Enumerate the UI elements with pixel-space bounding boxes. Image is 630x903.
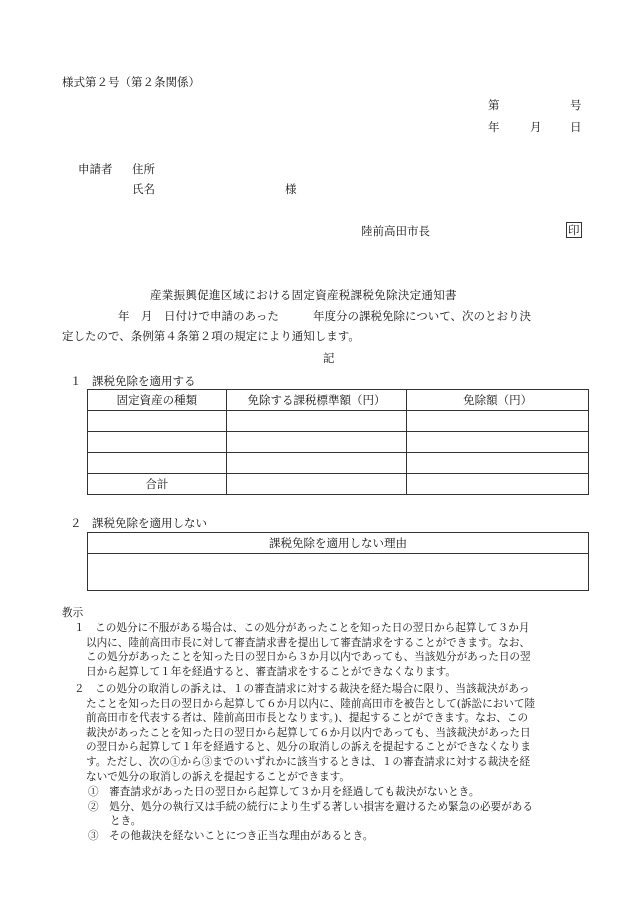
exemption-table bbox=[87, 389, 589, 495]
address-label: 住所 bbox=[132, 162, 155, 176]
notice-subitems: ① 審査請求があった日の翌日から起算して３か月を経過しても裁決がないとき。 ② 処分、処分の執行又は手続の続行により生ずる著しい損害を避けるため緊急の必要がある とき。 ③ その他裁決を経ないことにつき正当な理由があるとき。 bbox=[88, 786, 533, 842]
section1-number: １ bbox=[70, 374, 82, 388]
doc-number-prefix: 第 bbox=[488, 98, 500, 112]
ki-label: 記 bbox=[323, 351, 335, 365]
total-row bbox=[88, 474, 589, 495]
header-reason: 課税免除を適用しない理由 bbox=[88, 533, 589, 554]
total-label: 合計 bbox=[88, 474, 227, 495]
issuer: 陸前高田市長 bbox=[361, 224, 430, 238]
subitem-3: ③ その他裁決を経ないことにつき正当な理由があるとき。 bbox=[88, 829, 374, 842]
subitem-2: ② 処分、処分の執行又は手続の続行により生ずる著しい損害を避けるため緊急の必要がある bbox=[88, 800, 533, 813]
header-exempt-amount: 免除額（円） bbox=[407, 390, 589, 411]
document-title: 産業振興促進区域における固定資産税課税免除決定通知書 bbox=[150, 288, 457, 302]
header-tax-base: 免除する課税標準額（円） bbox=[226, 390, 407, 411]
name-label: 氏名 bbox=[132, 182, 155, 196]
intro-text-b: 年度分の課税免除について、次のとおり決 bbox=[313, 309, 532, 323]
section2-title: 課税免除を適用しない bbox=[92, 516, 207, 530]
date-year: 年 bbox=[488, 120, 500, 134]
applicant-label: 申請者 bbox=[78, 162, 113, 176]
subitem-1: ① 審査請求があった日の翌日から起算して３か月を経過しても裁決がないとき。 bbox=[88, 786, 480, 798]
section1-title: 課税免除を適用する bbox=[92, 374, 196, 388]
date-day: 日 bbox=[570, 120, 582, 134]
date-month: 月 bbox=[530, 120, 542, 134]
notice-item-1: １ この処分に不服がある場合は、この処分があったことを知った日の翌日から起算して３か月 以内に、陸前高田市長に対して審査請求書を提出して審査請求をすることができます。なお、 この処分があったことを知った日の翌日から３か月以内であっても、当該処分があった日の翌 日から起算して１年を経過すると、審査請求をすることができなくなります。 bbox=[74, 622, 531, 678]
seal-mark: 印 bbox=[568, 223, 580, 237]
intro-text-a: 年 月 日付けで申請のあった bbox=[118, 309, 279, 323]
form-label: 様式第２号（第２条関係） bbox=[62, 75, 200, 89]
notice-item-2: ２ この処分の取消しの訴えは、１の審査請求に対する裁決を経た場合に限り、当該裁決があっ たことを知った日の翌日から起算して６か月以内に、陸前高田市を被告として(訴訟において陸 前高田市を代表する者は、陸前高田市長となります。)、提起することができます。なお、この 裁決があったことを知った日の翌日から起算して６か月以内であっても、当該裁決があった日 の翌日から起算して１年を経過すると、処分の取消しの訴えを提起することができなくなりま す。ただし、次の①から③までのいずれかに該当するときは、１の審査請求に対する裁決を経 ないで処分の取消しの訴えを提起することができます。 bbox=[74, 683, 536, 783]
section2-number: ２ bbox=[70, 516, 82, 530]
doc-number-suffix: 号 bbox=[570, 98, 582, 112]
notice-label: 教示 bbox=[62, 607, 84, 619]
non-exemption-table bbox=[87, 532, 589, 591]
intro-text-line2: 定したので、条例第４条第２項の規定により通知します。 bbox=[62, 329, 360, 343]
table-row bbox=[88, 453, 589, 474]
table-row bbox=[88, 411, 589, 432]
header-asset-type: 固定資産の種類 bbox=[88, 390, 227, 411]
table-row bbox=[88, 432, 589, 453]
honorific: 様 bbox=[285, 182, 297, 196]
